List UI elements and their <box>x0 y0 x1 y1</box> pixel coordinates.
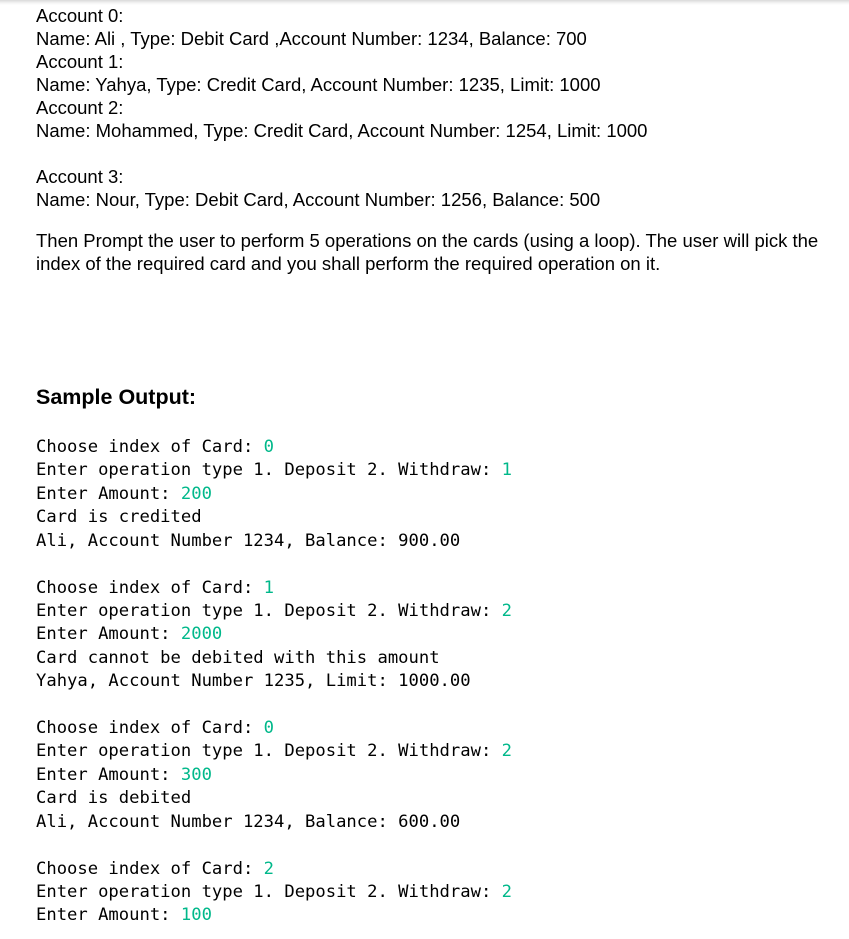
account-3-header: Account 3: <box>36 166 124 187</box>
sample-output-heading: Sample Output: <box>36 385 197 409</box>
document-page <box>36 4 836 928</box>
operation-type-line <box>36 600 836 623</box>
account-1-header: Account 1: <box>36 51 124 72</box>
result-line: Card cannot be debited with this amount <box>36 647 440 668</box>
account-3-details: Name: Nour, Type: Debit Card, Account Number: 1256, Balance: 500 <box>36 189 601 210</box>
account-summary-line: Ali, Account Number 1234, Balance: 600.00 <box>36 811 461 832</box>
instructions-paragraph: Then Prompt the user to perform 5 operations on the cards (using a loop). The user will pick the index of the required card and you shall perform the required operation on it. <box>36 230 819 274</box>
amount-prompt: Enter Amount: <box>36 483 181 504</box>
choose-index-prompt: Choose index of Card: <box>36 858 264 879</box>
amount-input: 100 <box>180 905 212 926</box>
operation-type-line <box>36 881 836 904</box>
operation-input: 2 <box>501 882 513 902</box>
amount-prompt: Enter Amount: <box>36 905 181 926</box>
amount-prompt: Enter Amount: <box>36 624 181 645</box>
account-list <box>36 4 836 211</box>
operation-input: 2 <box>501 741 513 762</box>
card-index-input: 0 <box>263 437 275 457</box>
amount-input: 200 <box>180 483 212 504</box>
operation-type-prompt: Enter operation type 1. Deposit 2. Withdraw: <box>36 741 502 762</box>
account-0-header: Account 0: <box>36 5 124 26</box>
account-summary-line: Yahya, Account Number 1235, Limit: 1000.00 <box>36 671 471 692</box>
account-summary-line: Ali, Account Number 1234, Balance: 900.00 <box>36 530 461 551</box>
choose-index-line <box>36 858 836 881</box>
operation-input: 2 <box>501 600 513 621</box>
choose-index-line <box>36 717 836 740</box>
account-2-header: Account 2: <box>36 97 124 118</box>
operation-type-prompt: Enter operation type 1. Deposit 2. Withdraw: <box>36 600 502 621</box>
card-index-input: 0 <box>263 718 275 739</box>
choose-index-prompt: Choose index of Card: <box>36 577 264 598</box>
choose-index-prompt: Choose index of Card: <box>36 718 264 739</box>
console-session-2 <box>36 717 836 834</box>
operation-type-prompt: Enter operation type 1. Deposit 2. Withdraw: <box>36 460 502 481</box>
card-index-input: 2 <box>263 858 275 879</box>
console-session-1 <box>36 577 836 694</box>
operation-input: 1 <box>501 460 513 481</box>
amount-line <box>36 623 836 646</box>
amount-prompt: Enter Amount: <box>36 764 181 785</box>
operation-type-line <box>36 459 836 482</box>
choose-index-prompt: Choose index of Card: <box>36 437 264 457</box>
console-session-3 <box>36 858 836 928</box>
amount-line <box>36 904 836 927</box>
choose-index-line <box>36 436 836 459</box>
console-session-0 <box>36 436 836 553</box>
operation-type-prompt: Enter operation type 1. Deposit 2. Withdraw: <box>36 882 502 902</box>
result-line: Card is credited <box>36 507 202 528</box>
amount-input: 300 <box>180 764 212 785</box>
amount-line <box>36 764 836 787</box>
amount-input: 2000 <box>180 624 223 645</box>
card-index-input: 1 <box>263 577 275 598</box>
account-0-details: Name: Ali , Type: Debit Card ,Account Number: 1234, Balance: 700 <box>36 28 587 49</box>
amount-line <box>36 483 836 506</box>
sample-console-output <box>36 436 836 928</box>
choose-index-line <box>36 577 836 600</box>
operation-type-line <box>36 740 836 763</box>
account-1-details: Name: Yahya, Type: Credit Card, Account Number: 1235, Limit: 1000 <box>36 74 601 95</box>
account-2-details: Name: Mohammed, Type: Credit Card, Account Number: 1254, Limit: 1000 <box>36 120 648 141</box>
result-line: Card is debited <box>36 788 192 809</box>
